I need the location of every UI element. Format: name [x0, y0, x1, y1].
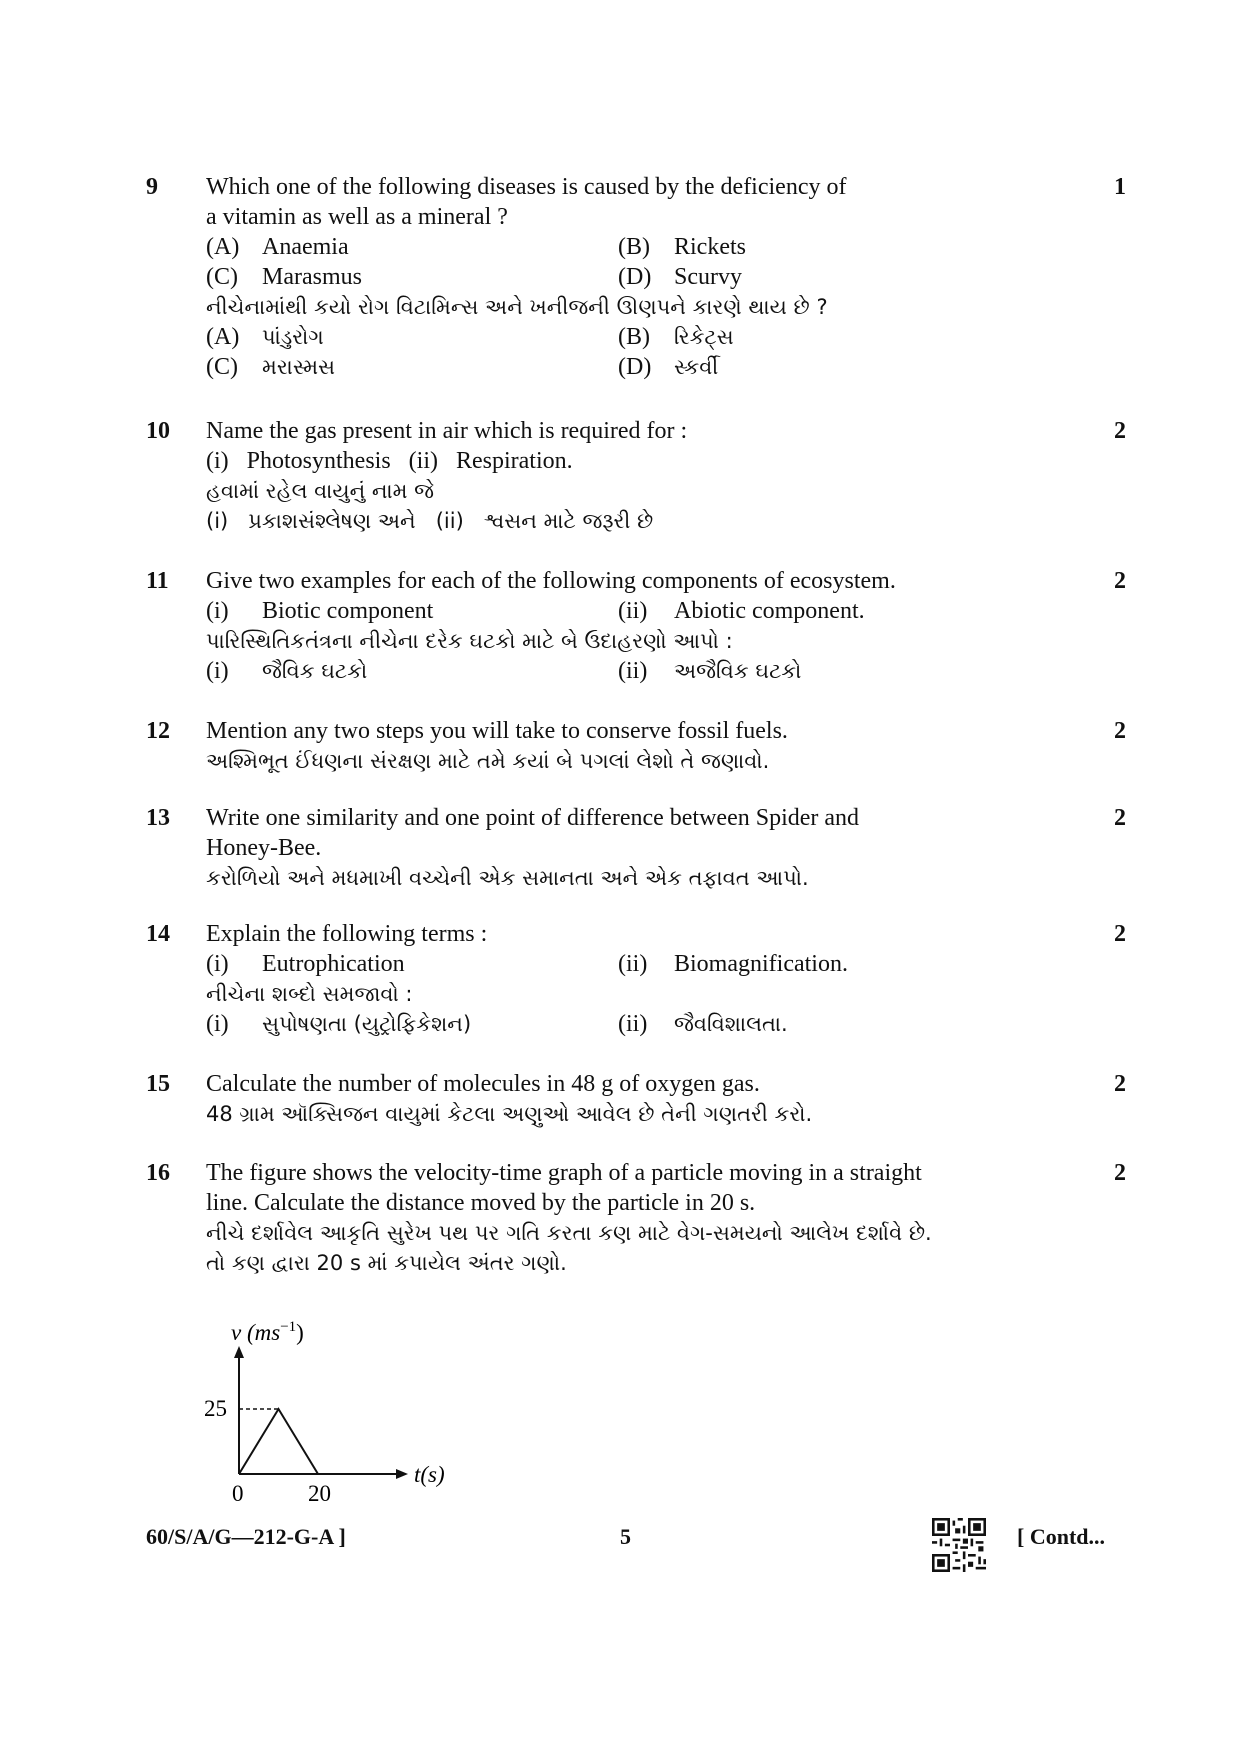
y-axis-label: v $(ms^{-1})$ — [231, 1319, 304, 1345]
question-12 — [146, 716, 1126, 778]
question-marks: 2 — [1114, 1071, 1126, 1097]
question-text: Explain the following terms : — [206, 921, 488, 947]
option-label: (i) — [206, 658, 229, 684]
option-label: (i) — [206, 951, 229, 977]
paper-code: 60/S/A/G—212-G-A ] — [146, 1524, 346, 1549]
option-label: (i) — [206, 598, 229, 624]
option-label: (A) — [206, 324, 240, 350]
question-text: Write one similarity and one point of difference between Spider and — [206, 805, 860, 831]
question-marks: 2 — [1114, 718, 1126, 744]
option-text-gujarati: જૈવવિશાલતા. — [674, 1012, 788, 1036]
question-15 — [146, 1069, 1126, 1131]
qr-code-icon — [932, 1518, 986, 1572]
question-text-gujarati: નીચેનામાંથી કયો રોગ વિટામિન્સ અને ખનીજની ઊણપને કારણે થાય છે ? — [206, 295, 828, 319]
option-label: (D) — [618, 354, 652, 380]
question-marks: 2 — [1114, 1160, 1126, 1186]
question-text-gujarati: પારિસ્થિતિકતંત્રના નીચેના દરેક ઘટકો માટે બે ઉદાહરણો આપો : — [206, 629, 733, 653]
option-text: Biotic component — [262, 598, 434, 624]
question-number: 13 — [146, 805, 170, 831]
question-text-gujarati: કરોળિયો અને મધમાખી વચ્ચેની એક સમાનતા અને એક તફાવત આપો. — [206, 866, 809, 890]
question-marks: 2 — [1114, 568, 1126, 594]
question-text: Mention any two steps you will take to conserve fossil fuels. — [206, 718, 788, 744]
question-text: (i) Photosynthesis (ii) Respiration. — [206, 448, 573, 474]
question-9 — [146, 172, 1126, 400]
origin-label: 0 — [232, 1481, 244, 1506]
question-text-gujarati: નીચેના શબ્દો સમજાવો : — [206, 982, 413, 1006]
question-text: Give two examples for each of the following components of ecosystem. — [206, 568, 896, 594]
question-text-gujarati: (i) પ્રકાશસંશ્લેષણ અને (ii) શ્વસન માટે જરૂરી છે — [206, 509, 654, 533]
question-text-gujarati: 48 ગ્રામ ઑક્સિજન વાયુમાં કેટલા અણુઓ આવેલ છે તેની ગણતરી કરો. — [206, 1102, 813, 1126]
option-label: (ii) — [618, 951, 648, 977]
question-marks: 1 — [1114, 174, 1126, 200]
option-label: (i) — [206, 1011, 229, 1037]
option-label: (C) — [206, 354, 238, 380]
question-text: The figure shows the velocity-time graph of a particle moving in a straight — [206, 1160, 922, 1186]
question-text-gujarati: અશ્મિભૂત ઈંધણના સંરક્ષણ માટે તમે કયાં બે પગલાં લેશો તે જણાવો. — [206, 749, 770, 773]
question-text: Honey-Bee. — [206, 835, 322, 861]
question-10 — [146, 416, 1126, 540]
question-number: 11 — [146, 568, 169, 594]
question-number: 12 — [146, 718, 170, 744]
option-text-gujarati: મરાસ્મસ — [262, 355, 336, 379]
option-text: Marasmus — [262, 264, 362, 290]
option-text: Anaemia — [262, 234, 349, 260]
question-14 — [146, 919, 1126, 1043]
y-axis-arrow — [234, 1346, 244, 1358]
question-text: a vitamin as well as a mineral ? — [206, 204, 508, 230]
question-text: Calculate the number of molecules in 48 g of oxygen gas. — [206, 1071, 760, 1097]
option-label: (B) — [618, 234, 650, 260]
velocity-time-graph — [190, 1312, 470, 1512]
option-text-gujarati: પાંડુરોગ — [262, 325, 324, 349]
question-text: Name the gas present in air which is required for : — [206, 418, 688, 444]
velocity-series-line — [239, 1409, 318, 1474]
question-text: Which one of the following diseases is caused by the deficiency of — [206, 174, 847, 200]
question-text-gujarati: તો કણ દ્વારા 20 s માં કપાયેલ અંતર ગણો. — [206, 1251, 567, 1275]
option-label: (B) — [618, 324, 650, 350]
option-label: (ii) — [618, 1011, 648, 1037]
x-tick-label: 20 — [308, 1481, 331, 1506]
option-text: Biomagnification. — [674, 951, 848, 977]
y-tick-label: 25 — [204, 1396, 227, 1421]
question-text: line. Calculate the distance moved by the particle in 20 s. — [206, 1190, 756, 1216]
question-number: 9 — [146, 174, 158, 200]
question-11 — [146, 566, 1126, 690]
question-number: 14 — [146, 921, 170, 947]
question-13 — [146, 803, 1126, 895]
question-16 — [146, 1158, 1126, 1282]
option-text: Abiotic component. — [674, 598, 865, 624]
option-text-gujarati: સ્કર્વી — [674, 355, 719, 379]
option-label: (A) — [206, 234, 240, 260]
page-number: 5 — [620, 1524, 631, 1549]
x-axis-label: t(s) — [414, 1462, 445, 1487]
option-text: Scurvy — [674, 264, 742, 290]
option-label: (C) — [206, 264, 238, 290]
question-marks: 2 — [1114, 921, 1126, 947]
question-marks: 2 — [1114, 805, 1126, 831]
option-text-gujarati: સુપોષણતા (યુટ્રોફિકેશન) — [262, 1012, 472, 1036]
question-number: 10 — [146, 418, 170, 444]
continued-note: [ Contd... — [1017, 1524, 1106, 1549]
option-text: Eutrophication — [262, 951, 405, 977]
question-number: 16 — [146, 1160, 170, 1186]
x-axis-arrow — [396, 1469, 408, 1479]
option-label: (D) — [618, 264, 652, 290]
option-text-gujarati: રિકેટ્સ — [674, 325, 734, 349]
question-marks: 2 — [1114, 418, 1126, 444]
option-text: Rickets — [674, 234, 746, 260]
option-label: (ii) — [618, 658, 648, 684]
option-label: (ii) — [618, 598, 648, 624]
question-text-gujarati: હવામાં રહેલ વાયુનું નામ જે — [206, 479, 435, 503]
option-text-gujarati: અજૈવિક ઘટકો — [674, 659, 802, 683]
question-number: 15 — [146, 1071, 170, 1097]
question-text-gujarati: નીચે દર્શાવેલ આકૃતિ સુરેખ પથ પર ગતિ કરતા કણ માટે વેગ-સમયનો આલેખ દર્શાવે છે. — [206, 1221, 932, 1245]
option-text-gujarati: જૈવિક ઘટકો — [262, 659, 368, 683]
